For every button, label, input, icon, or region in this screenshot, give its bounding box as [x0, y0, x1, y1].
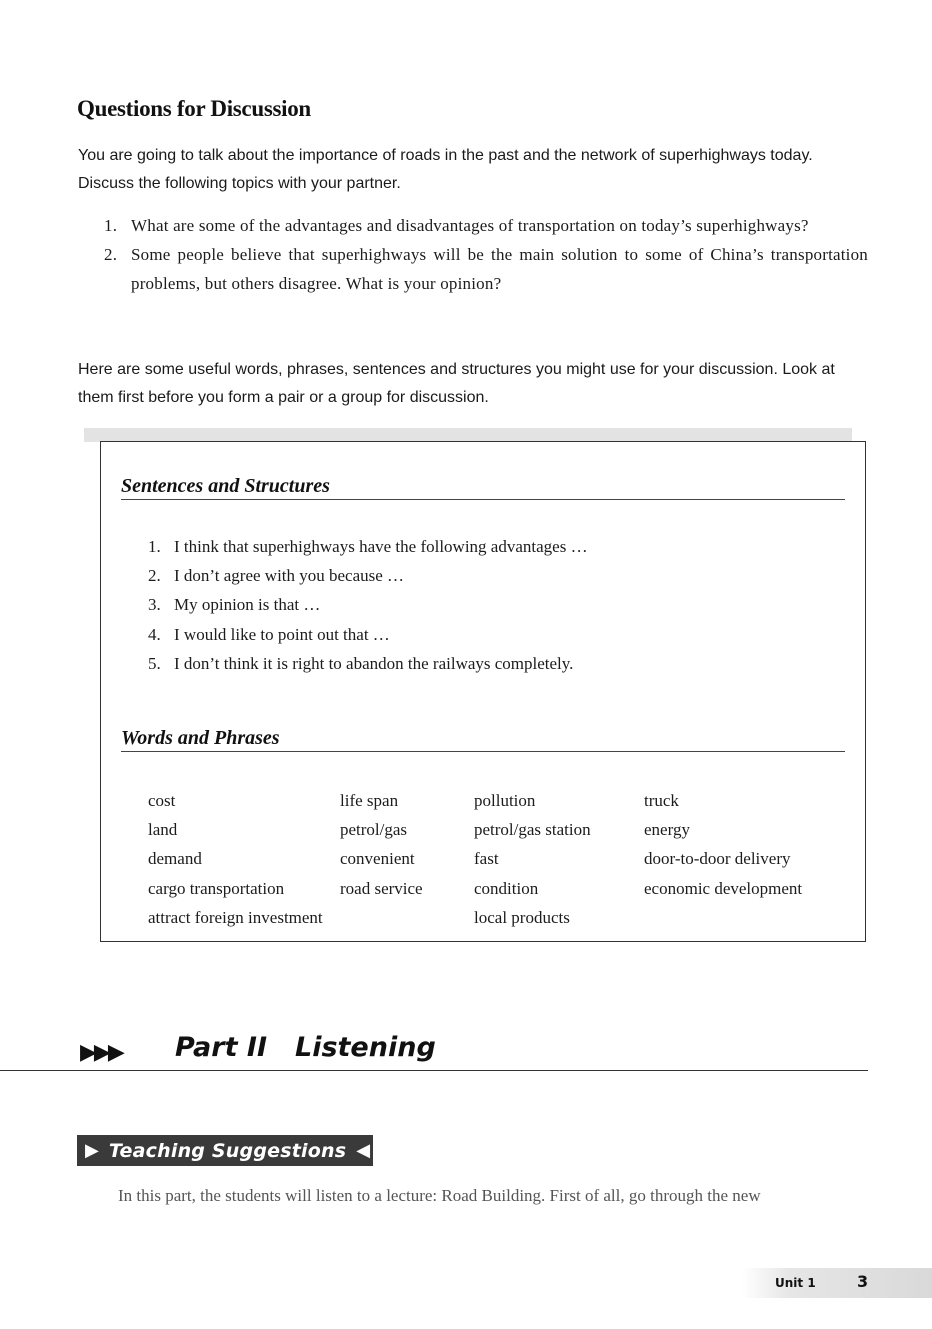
discussion-intro: You are going to talk about the importance of roads in the past and the network of superhighways today. Discuss the following topics with your partner.: [78, 147, 813, 192]
sentence-text: I don’t agree with you because …: [174, 566, 405, 586]
part-divider: [0, 1070, 868, 1071]
word-item: cost: [148, 791, 176, 810]
question-number: 2.: [104, 245, 118, 264]
word-item: door-to-door delivery: [644, 849, 791, 869]
part-label: Part II: [175, 1032, 267, 1063]
word-item: energy: [644, 820, 690, 840]
sentences-heading: Sentences and Structures: [121, 475, 845, 500]
list-item: [148, 590, 588, 619]
list-item: [104, 240, 868, 298]
teaching-body-text: In this part, the students will listen to a lecture: Road Building. First of all, go through the new: [118, 1186, 761, 1205]
word-item: local products: [474, 907, 570, 927]
list-item: [148, 649, 588, 678]
question-text: What are some of the advantages and disadvantages of transportation on today’s superhighways?: [131, 216, 809, 235]
sentence-text: My opinion is that …: [174, 595, 321, 615]
sentence-text: I would like to point out that …: [174, 624, 390, 644]
word-item: cargo transportation: [148, 878, 285, 898]
question-list: [104, 211, 868, 298]
word-item: fast: [474, 849, 499, 869]
word-item: pollution: [474, 791, 536, 810]
word-item: petrol/gas: [340, 820, 408, 840]
words-column-4: [644, 786, 802, 903]
sentence-number: 3.: [148, 595, 161, 615]
word-item: life span: [340, 791, 399, 810]
sentence-number: 5.: [148, 653, 161, 673]
part-title: Listening: [295, 1032, 436, 1063]
useful-intro: Here are some useful words, phrases, sentences and structures you might use for your discussion. Look at them first before you form a pair or a group for discussion.: [78, 361, 835, 406]
box-shadow: [84, 428, 852, 442]
section-title: Questions for Discussion: [77, 96, 311, 121]
word-item: land: [148, 820, 178, 840]
question-number: 1.: [104, 216, 118, 235]
words-column-1: [148, 786, 323, 932]
teaching-suggestions-banner: [77, 1135, 373, 1166]
teaching-suggestions-label: Teaching Suggestions: [108, 1139, 347, 1162]
list-item: [104, 211, 868, 240]
sentence-text: I don’t think it is right to abandon the railways completely.: [174, 653, 574, 673]
play-left-icon: ◀: [356, 1140, 371, 1161]
word-item: road service: [340, 878, 423, 898]
footer-unit: Unit 1: [775, 1276, 816, 1290]
list-item: [148, 561, 588, 590]
word-item: economic development: [644, 878, 803, 898]
list-item: [148, 532, 588, 561]
sentence-number: 2.: [148, 566, 161, 586]
words-column-3: [474, 786, 591, 932]
word-item: attract foreign investment: [148, 907, 323, 927]
word-item: condition: [474, 878, 539, 898]
word-item: petrol/gas station: [474, 820, 591, 840]
word-item: demand: [148, 849, 202, 869]
play-right-icon: ▶: [85, 1140, 99, 1161]
word-item: truck: [644, 791, 679, 810]
words-heading: Words and Phrases: [121, 727, 845, 752]
sentence-number: 4.: [148, 624, 161, 644]
list-item: [148, 620, 588, 649]
word-item: convenient: [340, 849, 415, 869]
sentence-text: I think that superhighways have the following advantages …: [174, 537, 588, 556]
footer-band: [742, 1268, 932, 1298]
sentence-list: [148, 532, 588, 678]
words-column-2: [340, 786, 423, 903]
sentence-number: 1.: [148, 537, 161, 556]
triple-arrow-icon: ▶▶▶: [80, 1040, 122, 1065]
page-number: 3: [857, 1272, 869, 1291]
question-text: Some people believe that superhighways will be the main solution to some of China’s transportation problems, but others disagree. What is your opinion?: [131, 245, 868, 293]
